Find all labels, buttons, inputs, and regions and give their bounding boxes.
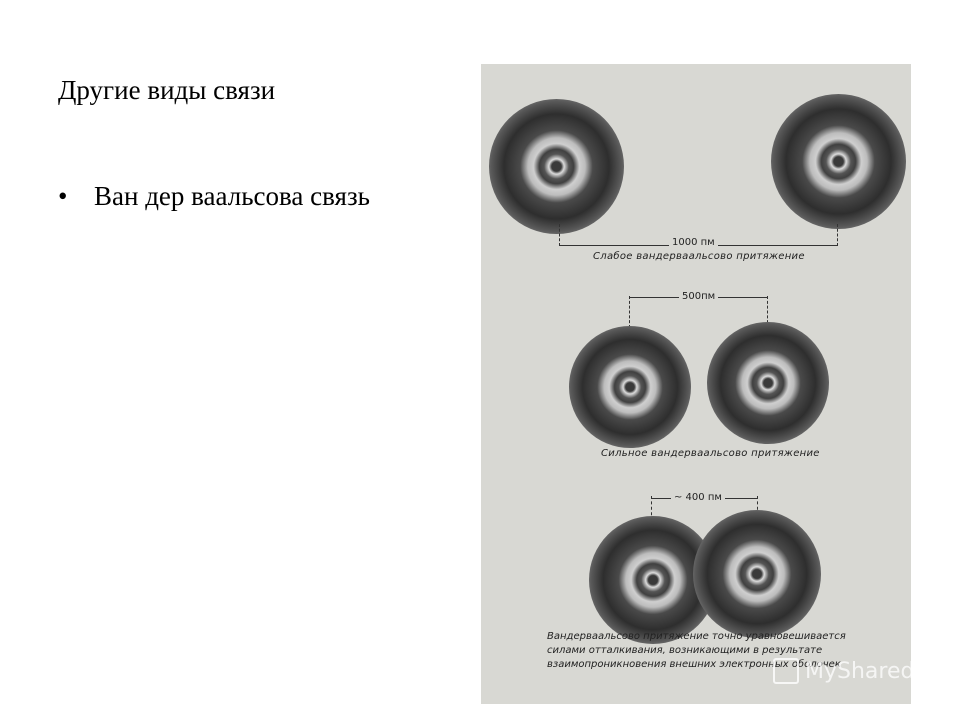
dim-tick [559,224,560,246]
bullet-text: Ван дер ваальсова связь [94,181,370,211]
caption-strong: Сильное вандерваальсово притяжение [601,448,820,459]
atom-weak-right [771,94,906,229]
dim-tick [629,296,630,328]
scanned-figure [481,64,911,704]
watermark-text: MyShared [805,658,915,684]
bullet-dot: • [58,181,68,211]
caption-line: взаимопроникновения внешних электронных оболочек [547,659,841,670]
distance-label-strong: 500пм [679,291,718,302]
watermark-logo-icon [773,658,799,684]
distance-label-balanced: ~ 400 пм [671,492,725,503]
distance-label-weak: 1000 пм [669,237,718,248]
atom-balanced-right [693,510,821,638]
slide-title: Другие виды связи [58,75,276,105]
atom-weak-left [489,99,624,234]
dim-tick [837,224,838,246]
atom-strong-right [707,322,829,444]
caption-line: Вандерваальсово притяжение точно уравновешивается [547,631,846,642]
watermark [773,658,914,684]
bullet-item [58,178,370,214]
caption-weak: Слабое вандерваальсово притяжение [593,251,805,262]
caption-line: силами отталкивания, возникающими в результате [547,645,823,656]
atom-strong-left [569,326,691,448]
